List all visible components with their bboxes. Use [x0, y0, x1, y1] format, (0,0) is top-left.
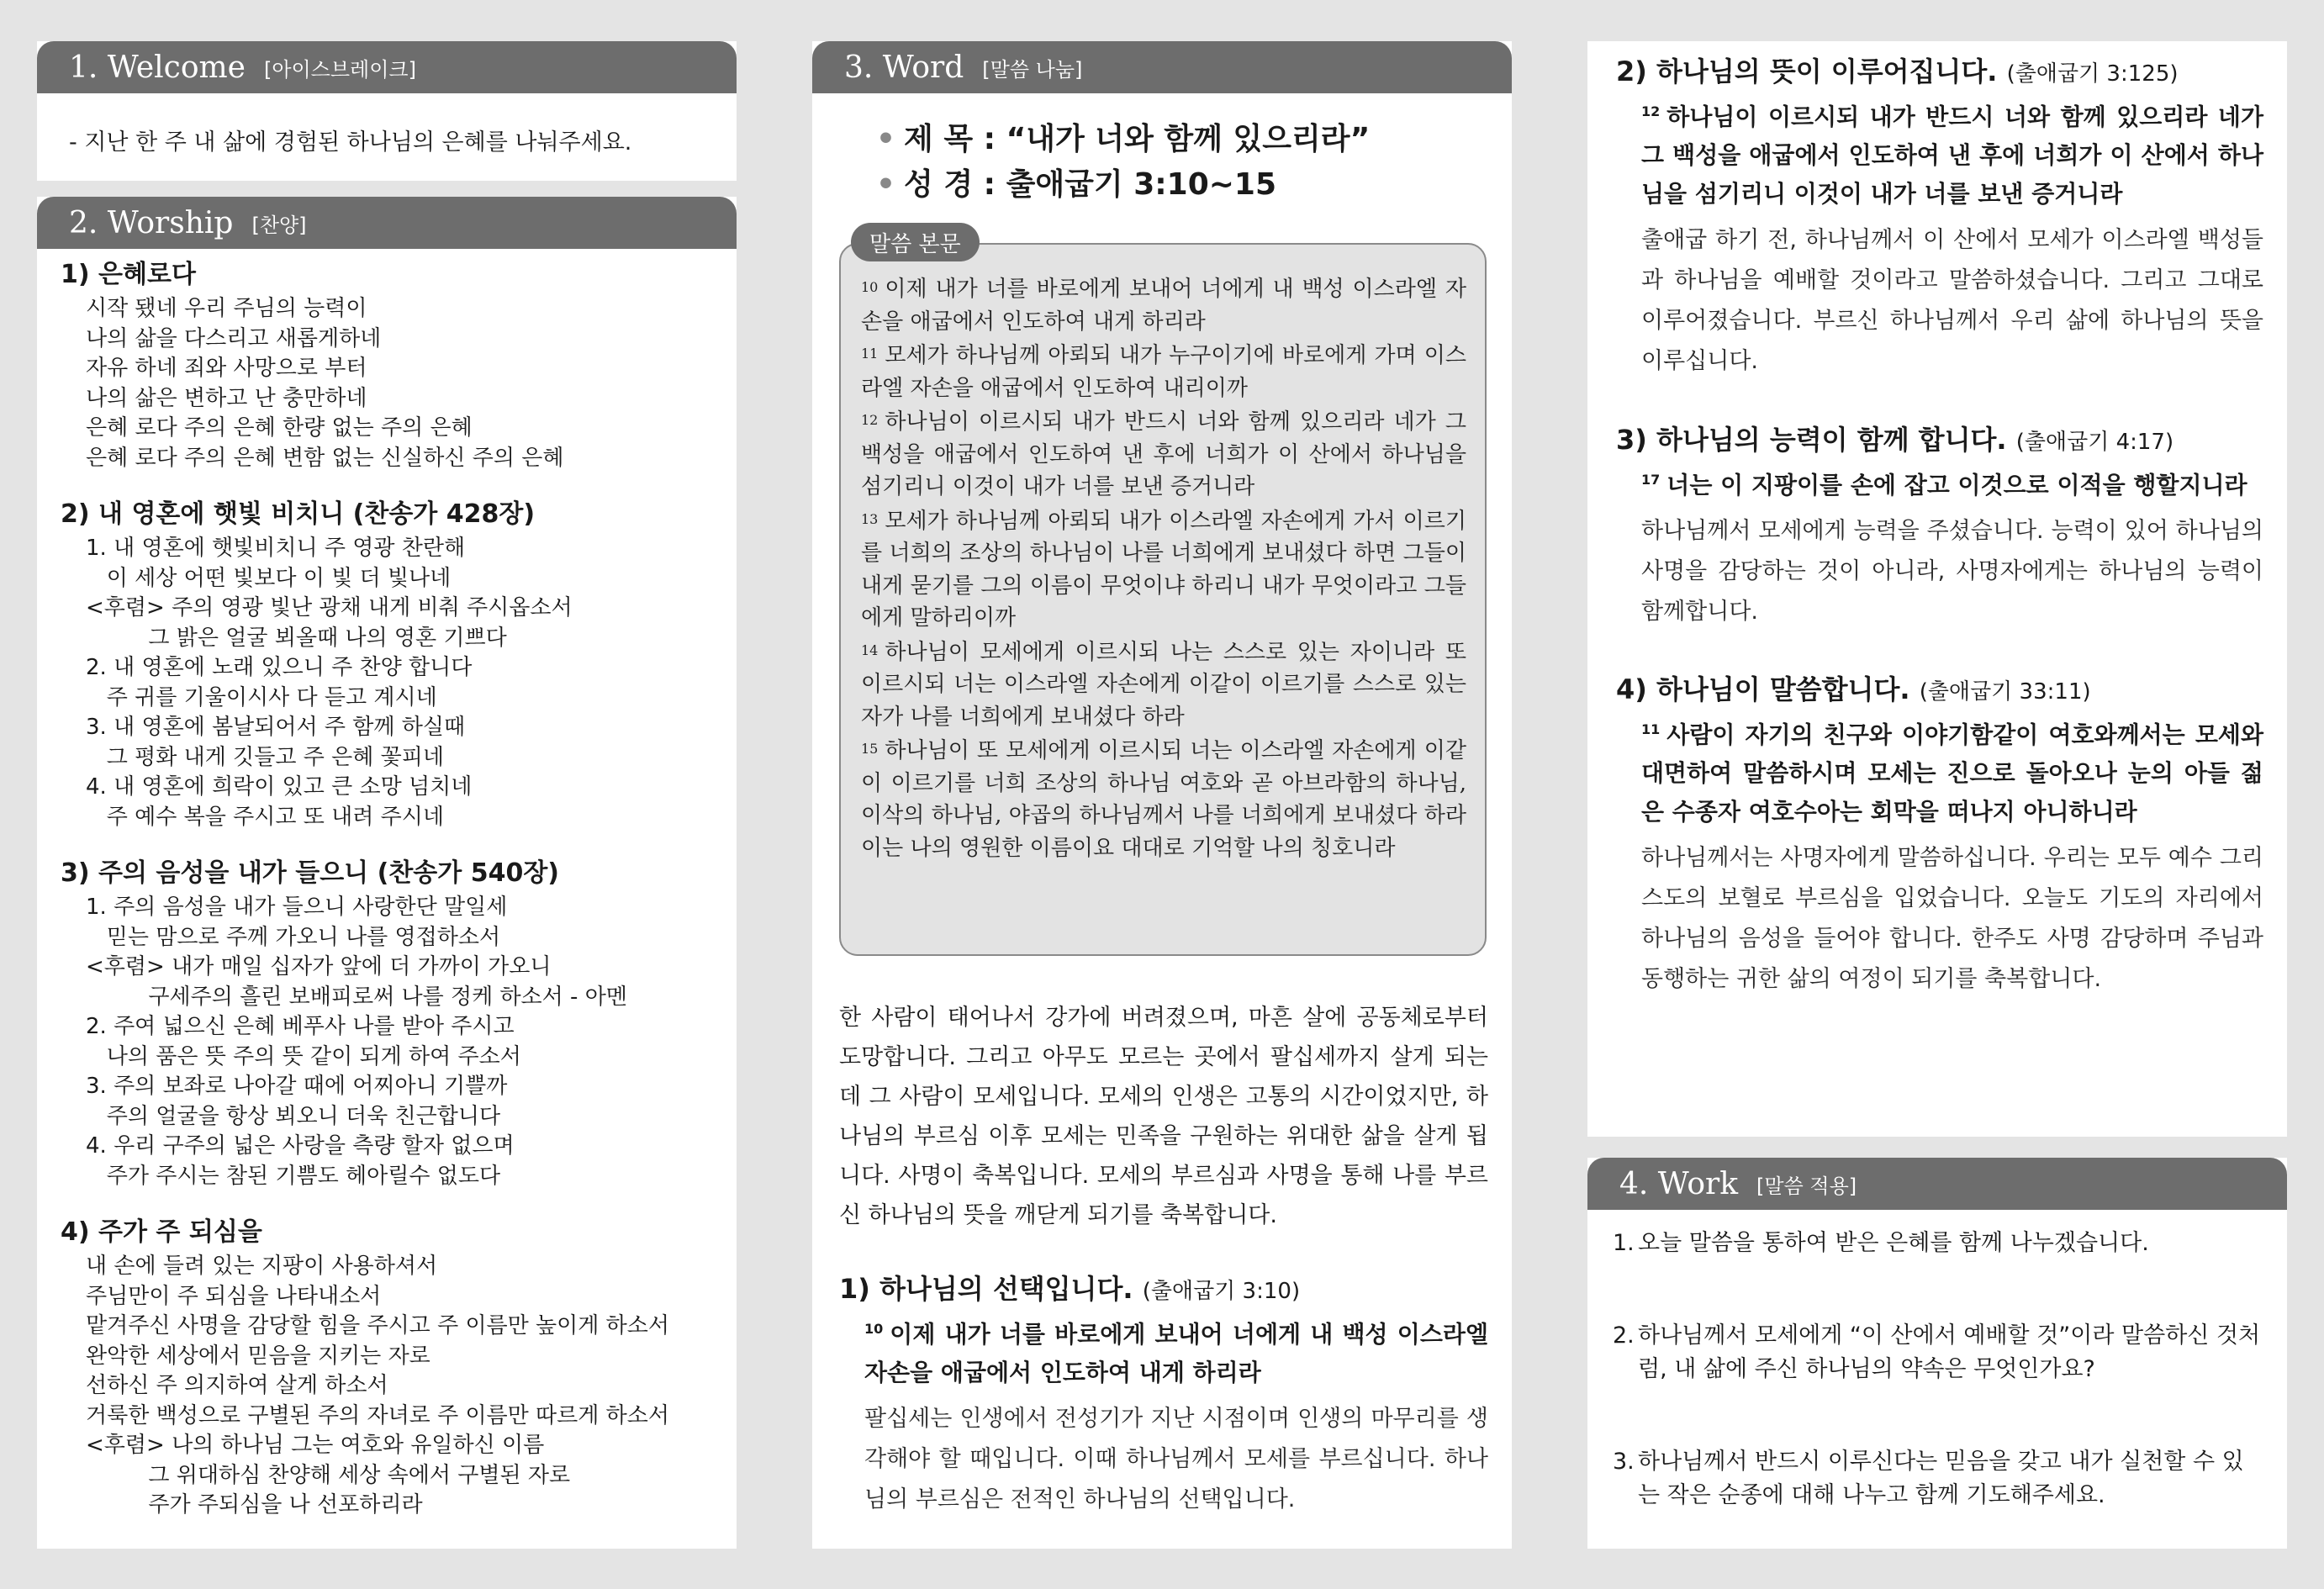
work-panel	[1587, 1158, 2287, 1549]
sermon-point-3	[1616, 421, 2263, 632]
point-verse: $^{10}$ 이제 내가 너를 바로에게 보내어 너에게 내 백성 이스라엘 자손을 애굽에서 인도하여 내게 하리라	[864, 1320, 1488, 1387]
lyric-line: 시작 됐네 우리 주님의 능력이	[86, 296, 367, 321]
lyric-line: 4. 내 영혼에 희락이 있고 큰 소망 넘치네	[86, 774, 473, 800]
point-reference: (출애굽기 4:17)	[2015, 430, 2174, 455]
lyric-line: 완악한 세상에서 믿음을 지키는 자로	[86, 1343, 430, 1369]
point-title: 2) 하나님의 뜻이 이루어집니다. (출애굽기 3:125)	[1616, 55, 2179, 87]
work-item: 1. 오늘 말씀을 통하여 받은 은혜를 함께 나누겠습니다.	[1613, 1230, 2149, 1256]
lyric-line: 주가 주시는 참된 기쁨도 헤아릴수 없도다	[86, 1163, 501, 1189]
point-title: 4) 하나님이 말씀합니다. (출애굽기 33:11)	[1616, 673, 2091, 705]
verse-text: 이제 내가 너를 바로에게 보내어 너에게 내 백성 이스라엘 자손을 애굽에서 인도하여 내게 하리라	[861, 277, 1466, 335]
song	[61, 495, 725, 832]
word-header	[812, 41, 1512, 93]
verse-number: 12	[1641, 103, 1661, 119]
welcome-header	[37, 41, 737, 93]
scripture-verse	[861, 273, 1466, 338]
sermon-point-2	[1616, 53, 2263, 382]
point-reference: (출애굽기 33:11)	[1919, 679, 2091, 705]
verse-number: 10	[861, 279, 879, 295]
welcome-panel	[37, 41, 737, 181]
song-title: 1) 은혜로다	[61, 260, 196, 289]
lyric-line: 은혜 로다 주의 은혜 한량 없는 주의 은혜	[86, 415, 473, 441]
verse-number: 10	[864, 1321, 884, 1337]
point-body: 팔십세는 인생에서 전성기가 지난 시점이며 인생의 마무리를 생각해야 할 때입니다. 이때 하나님께서 모세를 부르십니다. 하나님의 부르심은 전적인 하나님의 선택입니다.	[864, 1406, 1488, 1513]
lyric-line: 구세주의 흘린 보배피로써 나를 정케 하소서 - 아멘	[86, 984, 627, 1010]
lyric-line: 그 평화 내게 깃들고 주 은혜 꽃피네	[86, 744, 445, 770]
sermon-intro: 한 사람이 태어나서 강가에 버려졌으며, 마흔 살에 공동체로부터 도망합니다. 그리고 아무도 모르는 곳에서 팔십세까지 살게 되는데 그 사람이 모세입니다. 모세의 인생은 고통의 시간이었지만, 하나님의 부르심 이후 모세는 민족을 구원하는 위대한 삶을 살게 됩니다. 사명이 축복입니다. 모세의 부르심과 사명을 통해 나를 부르신 하나님의 뜻을 깨닫게 되기를 축복합니다.	[839, 1005, 1488, 1228]
lyric-line: <후렴> 주의 영광 빛난 광채 내게 비춰 주시옵소서	[86, 595, 573, 620]
lyric-line: 자유 하네 죄와 사망으로 부터	[86, 356, 367, 381]
lyric-line: 나의 품은 뜻 주의 뜻 같이 되게 하여 주소서	[86, 1043, 521, 1069]
scripture-verse	[861, 340, 1466, 404]
point-verse: $^{11}$ 사람이 자기의 친구와 이야기함같이 여호와께서는 모세와 대면하여 말씀하시며 모세는 진으로 돌아오나 눈의 아들 젊은 수종자 여호수아는 회막을 떠나지 아니하니라	[1641, 721, 2263, 826]
point-reference: (출애굽기 3:10)	[1142, 1279, 1301, 1304]
lyric-line: 그 위대하심 찬양해 세상 속에서 구별된 자로	[86, 1462, 571, 1488]
lyric-line: 나의 삶은 변하고 난 충만하네	[86, 385, 367, 411]
lyric-line: <후렴> 나의 하나님 그는 여호와 유일하신 이름	[86, 1433, 545, 1458]
point-verse: $^{12}$ 하나님이 이르시되 내가 반드시 너와 함께 있으리라 네가 그 백성을 애굽에서 인도하여 낸 후에 너희가 이 산에서 하나님을 섬기리니 이것이 내가 너를 보낸 증거니라	[1641, 103, 2263, 209]
welcome-text: - 지난 한 주 내 삶에 경험된 하나님의 은혜를 나눠주세요.	[69, 129, 632, 156]
scripture-verse	[861, 505, 1466, 635]
song-list	[61, 256, 725, 1543]
point-title: 1) 하나님의 선택입니다. (출애굽기 3:10)	[839, 1273, 1301, 1305]
section-title: 4. Work	[1619, 1166, 1739, 1201]
lyric-line: 주 예수 복을 주시고 또 내려 주시네	[86, 804, 445, 830]
lyric-line: 3. 내 영혼에 봄날되어서 주 함께 하실때	[86, 715, 466, 740]
scripture-verse	[861, 406, 1466, 504]
lyric-line: <후렴> 내가 매일 십자가 앞에 더 가까이 가오니	[86, 954, 552, 979]
song	[61, 256, 725, 473]
lyric-line: 주가 주되심을 나 선포하리라	[86, 1492, 423, 1518]
section-subtitle: [찬양]	[251, 213, 307, 237]
lyric-line: 거룩한 백성으로 구별된 주의 자녀로 주 이름만 따르게 하소서	[86, 1402, 670, 1428]
work-item: 3. 하나님께서 반드시 이루신다는 믿음을 갖고 내가 실천할 수 있는 작은 순종에 대해 나누고 함께 기도해주세요.	[1613, 1449, 2244, 1508]
section-subtitle: [말씀 나눔]	[982, 57, 1083, 82]
lyric-line: 3. 주의 보좌로 나아갈 때에 어찌아니 기쁠까	[86, 1074, 508, 1099]
verse-number: 15	[861, 741, 879, 757]
point-verse: $^{17}$ 너는 이 지팡이를 손에 잡고 이것으로 이적을 행할지니라	[1641, 471, 2247, 499]
lyric-line: 1. 내 영혼에 햇빛비치니 주 영광 찬란해	[86, 536, 466, 561]
sermon-title: • 제 목 : “내가 너와 함께 있으리라”	[876, 122, 1371, 156]
word-panel	[812, 41, 1512, 1549]
work-item: 2. 하나님께서 모세에게 “이 산에서 예배할 것”이라 말씀하신 것처럼, 내 삶에 주신 하나님의 약속은 무엇인가요?	[1613, 1322, 2261, 1382]
verse-text: 하나님이 또 모세에게 이르시되 너는 이스라엘 자손에게 이같이 이르기를 너희 조상의 하나님 여호와 곧 아브라함의 하나님, 이삭의 하나님, 야곱의 하나님께서 나를 너희에게 보내셨다 하라 이는 나의 영원한 이름이요 대대로 기억할 나의 칭호니라	[861, 738, 1466, 861]
lyric-line: 선하신 주 의지하여 살게 하소서	[86, 1373, 388, 1398]
section-subtitle: [말씀 적용]	[1756, 1174, 1857, 1198]
lyric-line: 이 세상 어떤 빛보다 이 빛 더 빛나네	[86, 565, 452, 591]
lyric-line: 주의 얼굴을 항상 뵈오니 더욱 친근합니다	[86, 1103, 501, 1129]
lyric-line: 2. 주여 넓으신 은혜 베푸사 나를 받아 주시고	[86, 1014, 515, 1039]
lyric-line: 주님만이 주 되심을 나타내소서	[86, 1283, 382, 1309]
word-continued-panel	[1587, 41, 2287, 1137]
lyric-line: 나의 삶을 다스리고 새롭게하네	[86, 325, 382, 351]
lyric-line: 은혜 로다 주의 은혜 변함 없는 신실하신 주의 은혜	[86, 445, 564, 471]
point-body: 하나님께서 모세에게 능력을 주셨습니다. 능력이 있어 하나님의 사명을 감당하는 것이 아니라, 사명자에게는 하나님의 능력이 함께합니다.	[1641, 518, 2263, 626]
worship-header	[37, 197, 737, 249]
scripture-tag: 말씀 본문	[851, 223, 980, 261]
sermon-point-1	[839, 1270, 1488, 1520]
work-header	[1587, 1158, 2287, 1210]
verse-number: 14	[861, 641, 879, 658]
lyric-line: 2. 내 영혼에 노래 있으니 주 찬양 합니다	[86, 655, 473, 680]
song-title: 4) 주가 주 되심을	[61, 1217, 262, 1247]
sermon-point-4	[1616, 671, 2263, 1000]
verse-number: 11	[1641, 721, 1661, 737]
lyric-line: 4. 우리 구주의 넓은 사랑을 측량 할자 없으며	[86, 1133, 515, 1159]
lyric-line: 주 귀를 기울이시사 다 듣고 계시네	[86, 684, 437, 710]
verse-number: 11	[861, 346, 879, 362]
verse-text: 하나님이 이르시되 내가 반드시 너와 함께 있으리라 네가 그 백성을 애굽에서 인도하여 낸 후에 너희가 이 산에서 하나님을 섬기리니 이것이 내가 너를 보낸 증거니라	[861, 409, 1466, 499]
song	[61, 1213, 725, 1521]
scripture-verses	[861, 273, 1466, 866]
lyric-line: 맡겨주신 사명을 감당할 힘을 주시고 주 이름만 높이게 하소서	[86, 1313, 670, 1338]
lyric-line: 그 밝은 얼굴 뵈올때 나의 영혼 기쁘다	[86, 625, 507, 651]
section-subtitle: [아이스브레이크]	[263, 57, 416, 82]
verse-text: 모세가 하나님께 아뢰되 내가 누구이기에 바로에게 가며 이스라엘 자손을 애굽에서 인도하여 내리이까	[861, 343, 1466, 401]
point-body: 하나님께서는 사명자에게 말씀하십니다. 우리는 모두 예수 그리스도의 보혈로 부르심을 입었습니다. 오늘도 기도의 자리에서 하나님의 음성을 들어야 합니다. 한주도 사명 감당하며 주님과 동행하는 귀한 삶의 여정이 되기를 축복합니다.	[1641, 845, 2263, 993]
verse-number: 13	[861, 510, 879, 527]
point-reference: (출애굽기 3:125)	[2006, 61, 2179, 87]
worship-panel	[37, 197, 737, 1549]
section-title: 1. Welcome	[69, 50, 246, 85]
lyric-line: 믿는 맘으로 주께 가오니 나를 영접하소서	[86, 924, 501, 950]
scripture-verse	[861, 735, 1466, 864]
sermon-scripture: • 성 경 : 출애굽기 3:10~15	[876, 167, 1277, 202]
song	[61, 854, 725, 1191]
verse-text: 모세가 하나님께 아뢰되 내가 이스라엘 자손에게 가서 이르기를 너희의 조상의 하나님이 나를 너희에게 보내셨다 하면 그들이 내게 묻기를 그의 이름이 무엇이냐 하리니 내가 무엇이라고 그들에게 말하리이까	[861, 508, 1466, 631]
verse-text: 하나님이 모세에게 이르시되 나는 스스로 있는 자이니라 또 이르시되 너는 이스라엘 자손에게 이같이 이르기를 스스로 있는 자가 나를 너희에게 보내셨다 하라	[861, 639, 1466, 730]
song-title: 2) 내 영혼에 햇빛 비치니 (찬송가 428장)	[61, 499, 536, 529]
point-title: 3) 하나님의 능력이 함께 합니다. (출애굽기 4:17)	[1616, 424, 2174, 456]
lyric-line: 내 손에 들려 있는 지팡이 사용하셔서	[86, 1254, 438, 1279]
verse-number: 17	[1641, 472, 1661, 488]
lyric-line: 1. 주의 음성을 내가 들으니 사랑한단 말일세	[86, 895, 508, 920]
section-title: 3. Word	[844, 50, 964, 85]
section-title: 2. Worship	[69, 205, 234, 240]
point-body: 출애굽 하기 전, 하나님께서 이 산에서 모세가 이스라엘 백성들과 하나님을 예배할 것이라고 말씀하셨습니다. 그리고 그대로 이루어졌습니다. 부르신 하나님께서 우리 삶에 하나님의 뜻을 이루십니다.	[1641, 227, 2263, 375]
verse-number: 12	[861, 412, 879, 428]
song-title: 3) 주의 음성을 내가 들으니 (찬송가 540장)	[61, 858, 560, 888]
scripture-verse	[861, 636, 1466, 734]
